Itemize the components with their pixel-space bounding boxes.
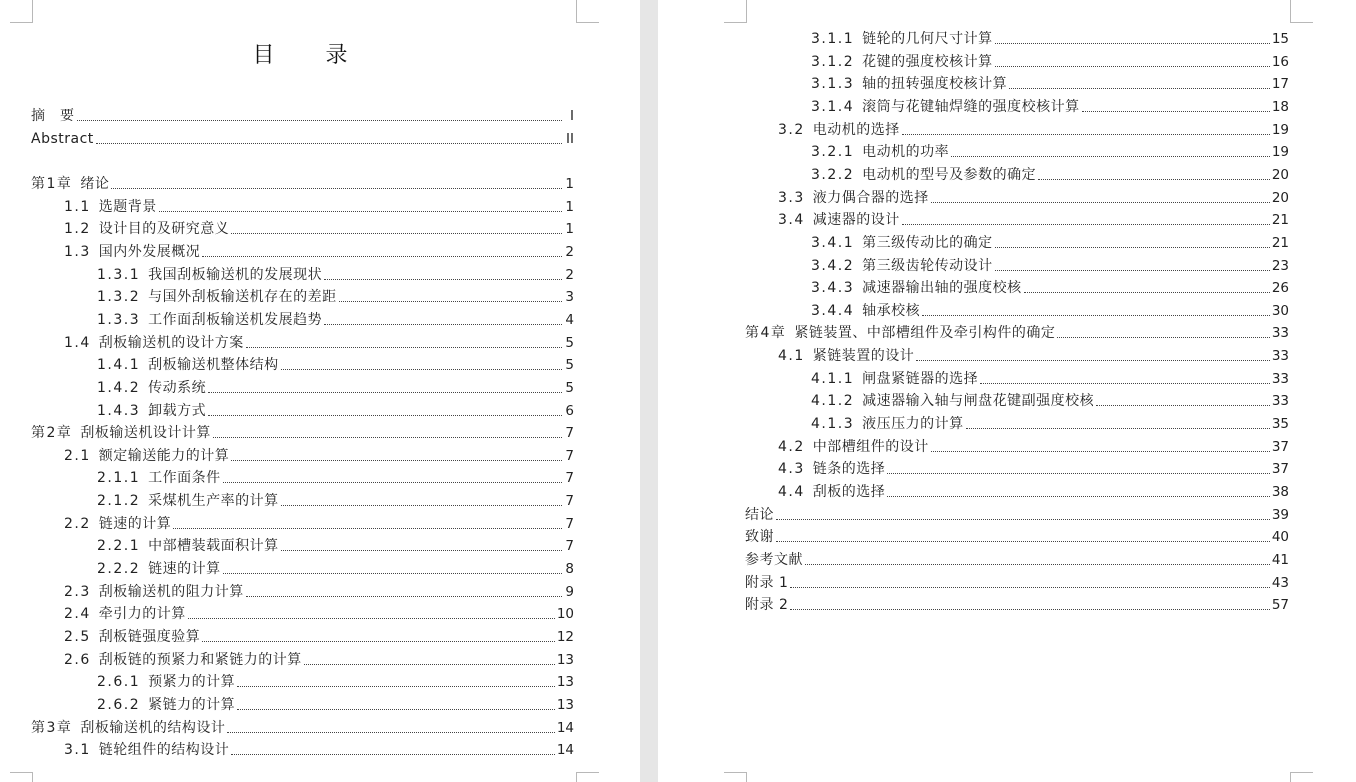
toc-entry[interactable] [64,579,574,601]
dot-leader [790,609,1269,610]
toc-entry-page-number: 13 [556,696,574,713]
toc-entry[interactable] [64,511,574,533]
toc-entry[interactable] [811,49,1289,71]
toc-entry[interactable] [64,216,574,238]
toc-entry-title: 链条的选择 [812,461,886,478]
toc-entry[interactable] [31,126,574,148]
toc-title: 目 录 [252,43,370,68]
page-corner-mark [576,0,599,23]
toc-entry[interactable] [745,592,1289,614]
toc-entry-title: 轴承校核 [862,302,921,319]
toc-entry-page-number: 2 [565,243,574,260]
toc-entry-number: 第4章 [745,325,787,342]
dot-leader [208,392,562,393]
toc-entry-title: 中部槽组件的设计 [812,438,929,455]
toc-entry-page-number: 7 [565,515,574,532]
toc-entry[interactable] [811,94,1289,116]
page-corner-mark [724,772,747,782]
toc-entry-title: 中部槽装载面积计算 [148,538,279,555]
toc-entry-number: 第3章 [31,719,73,736]
toc-entry-page-number: 19 [1271,144,1289,161]
toc-entry-number: 3.2 [778,121,805,138]
toc-entry[interactable] [811,388,1289,410]
toc-entry-page-number: 20 [1271,166,1289,183]
toc-entry-page-number: 33 [1271,325,1289,342]
toc-entry[interactable] [64,443,574,465]
dot-leader [304,664,555,665]
toc-entry-number: 2.3 [64,583,91,600]
toc-entry-title: 减速器的设计 [812,212,900,229]
dot-leader [231,460,562,461]
toc-entry[interactable] [811,366,1289,388]
dot-leader [96,143,562,144]
dot-leader [776,541,1270,542]
dot-leader [995,270,1270,271]
toc-entry-number: 2.4 [64,606,91,623]
dot-leader [237,686,555,687]
toc-entry-page-number: 4 [565,311,574,328]
toc-entry-page-number: 7 [565,447,574,464]
toc-entry-title: 与国外刮板输送机存在的差距 [148,289,337,306]
dot-leader [887,496,1270,497]
toc-entry-number: 4.1 [778,348,805,365]
toc-entry-number: 4.4 [778,484,805,500]
toc-entry[interactable] [811,298,1289,320]
toc-entry[interactable] [97,398,574,420]
toc-entry-page-number: 18 [1271,98,1289,115]
page-corner-mark [724,0,747,23]
toc-entry-page-number: 37 [1271,461,1289,478]
dot-leader [188,618,555,619]
dot-leader [902,224,1270,225]
dot-leader [1057,337,1269,338]
toc-entry[interactable] [778,207,1289,229]
toc-entry-title: 紧链装置、中部槽组件及牵引构件的确定 [794,325,1056,342]
toc-entry-page-number: 33 [1271,393,1289,410]
toc-entry[interactable] [97,307,574,329]
toc-entry-page-number: 12 [556,629,574,645]
toc-entry-title: 闸盘紧链器的选择 [862,370,979,387]
toc-entry-number: 1.1 [64,198,91,215]
toc-entry-title: 附录 1 [745,574,789,591]
toc-entry-number: 1.3 [64,243,91,260]
toc-entry[interactable] [745,320,1289,342]
toc-entry[interactable] [745,547,1289,569]
page-corner-mark [576,772,599,782]
dot-leader [208,415,562,416]
toc-entry[interactable] [97,692,574,714]
toc-entry[interactable] [97,669,574,691]
toc-entry[interactable] [31,171,574,193]
toc-entry-title: 刮板输送机的阻力计算 [98,583,244,600]
document-page-right [658,0,1356,782]
dot-leader [922,315,1270,316]
toc-entry-number: 3.1.1 [811,31,855,47]
toc-entry-page-number: 10 [556,606,574,623]
toc-entry-title: 绪论 [80,176,110,192]
toc-entry[interactable] [778,185,1289,207]
toc-entry-page-number: 2 [565,266,574,283]
dot-leader [246,347,562,348]
toc-entry-number: 2.6.2 [97,696,141,713]
toc-entry-number: 2.1.1 [97,470,141,487]
toc-entry-page-number: 6 [565,402,574,419]
toc-entry-number: 4.3 [778,461,805,478]
toc-entry-page-number: 7 [565,425,574,442]
toc-entry-page-number: 43 [1271,574,1289,591]
toc-entry-number: 3.2.1 [811,144,855,161]
toc-entry[interactable] [97,352,574,374]
dot-leader [1009,88,1270,89]
toc-entry-page-number: 37 [1271,438,1289,455]
toc-entry[interactable] [811,253,1289,275]
toc-entry-number: 1.3.3 [97,311,141,328]
toc-entry-page-number: 7 [565,470,574,487]
toc-entry-page-number: 13 [556,674,574,691]
toc-entry-number: 1.4 [64,334,91,351]
toc-entry-page-number: 38 [1271,484,1289,500]
dot-leader [980,383,1270,384]
toc-entry[interactable] [745,502,1289,524]
dot-leader [159,211,562,212]
toc-entry[interactable] [97,488,574,510]
toc-entry-title: 工作面刮板输送机发展趋势 [148,311,323,328]
dot-leader [281,369,562,370]
toc-entry-number: 2.1 [64,447,91,464]
toc-entry-title: 设计目的及研究意义 [98,221,230,238]
toc-entry-page-number: 9 [565,583,574,600]
toc-entry-title: 我国刮板输送机的发展现状 [148,266,323,283]
dot-leader [231,754,555,755]
dot-leader [202,256,562,257]
toc-entry-title: 第三级齿轮传动设计 [862,257,993,274]
toc-entry[interactable] [778,479,1289,501]
toc-entry[interactable] [97,465,574,487]
toc-entry-page-number: 30 [1271,302,1289,319]
toc-entry-page-number: 35 [1271,416,1289,433]
toc-entry-page-number: 33 [1271,370,1289,387]
page-corner-mark [10,772,33,782]
toc-entry-number: 1.2 [64,221,91,238]
toc-entry-number: 3.4.2 [811,257,855,274]
toc-entry-number: 2.2 [64,515,91,532]
toc-entry-number: 3.4.4 [811,302,855,319]
dot-leader [339,301,562,302]
toc-entry-number: 1.3.2 [97,289,141,306]
toc-entry-title: 摘 要 [31,108,75,124]
dot-leader [995,247,1270,248]
toc-entry-page-number: 5 [565,379,574,396]
toc-entry[interactable] [778,117,1289,139]
toc-entry-title: 传动系统 [148,379,207,396]
dot-leader [805,564,1270,565]
toc-entry-title: 刮板输送机设计计算 [80,425,211,442]
toc-entry-title: 链轮的几何尺寸计算 [862,31,993,47]
dot-leader [324,324,562,325]
toc-entry-title: 轴的扭转强度校核计算 [862,76,1008,93]
toc-entry-number: 3.4 [778,212,805,229]
toc-entry-page-number: 17 [1271,76,1289,93]
toc-entry-title: 选题背景 [98,198,157,215]
toc-entry-title: 刮板链强度验算 [98,629,201,645]
toc-entry-page-number: 20 [1271,189,1289,206]
toc-entry-title: 链轮组件的结构设计 [98,742,230,759]
toc-entry[interactable] [97,262,574,284]
dot-leader [281,505,562,506]
dot-leader [995,66,1270,67]
toc-entry-number: 4.2 [778,438,805,455]
dot-leader [227,732,554,733]
toc-entry-number: 2.2.2 [97,561,141,578]
toc-entry-page-number: 14 [556,719,574,736]
toc-entry-page-number: 57 [1271,597,1289,614]
page-corner-mark [1290,0,1313,23]
toc-entry[interactable] [778,343,1289,365]
toc-entry-title: Abstract [31,131,94,147]
dot-leader [931,451,1270,452]
toc-entry[interactable] [97,284,574,306]
toc-entry-title: 紧链力的计算 [148,696,236,713]
toc-entry-number: 1.4.2 [97,379,141,396]
toc-entry-number: 3.1.4 [811,98,855,115]
toc-entry-page-number: 21 [1271,212,1289,229]
toc-entry-title: 采煤机生产率的计算 [148,493,279,510]
toc-entry-number: 2.6 [64,651,91,668]
toc-entry-number: 第2章 [31,425,73,442]
dot-leader [887,473,1270,474]
dot-leader [223,482,562,483]
toc-entry-page-number: 19 [1271,121,1289,138]
toc-entry-title: 国内外发展概况 [98,243,201,260]
toc-entry-number: 1.3.1 [97,266,141,283]
dot-leader [951,156,1270,157]
toc-entry[interactable] [64,194,574,216]
toc-entry-title: 链速的计算 [98,515,172,532]
toc-entry[interactable] [64,239,574,261]
toc-entry-page-number: 1 [565,176,574,192]
toc-entry[interactable] [64,330,574,352]
toc-entry-page-number: 33 [1271,348,1289,365]
toc-entry[interactable] [64,737,574,759]
toc-entry[interactable] [811,275,1289,297]
toc-entry-number: 2.1.2 [97,493,141,510]
toc-entry-page-number: 41 [1271,551,1289,568]
toc-entry-page-number: 1 [565,198,574,215]
toc-entry-title: 额定输送能力的计算 [98,447,230,464]
toc-entry-title: 减速器输出轴的强度校核 [862,280,1022,297]
toc-entry-page-number: 14 [556,742,574,759]
toc-entry-number: 3.3 [778,189,805,206]
toc-entry-number: 1.4.3 [97,402,141,419]
toc-entry-title: 滚筒与花键轴焊缝的强度校核计算 [862,98,1080,115]
page-corner-mark [10,0,33,23]
toc-entry[interactable] [778,434,1289,456]
toc-entry-title: 刮板输送机的结构设计 [80,719,226,736]
toc-entry-page-number: 16 [1271,53,1289,70]
toc-entry-number: 4.1.1 [811,370,855,387]
toc-entry[interactable] [64,601,574,623]
toc-entry[interactable] [811,139,1289,161]
toc-entry-title: 刮板的选择 [812,484,886,500]
toc-entry-title: 刮板链的预紧力和紧链力的计算 [98,651,302,668]
toc-entry[interactable] [97,533,574,555]
dot-leader [1024,292,1270,293]
dot-leader [231,233,562,234]
toc-entry-title: 链速的计算 [148,561,221,578]
dot-leader [202,641,555,642]
toc-entry-title: 卸载方式 [148,402,207,419]
dot-leader [223,573,562,574]
toc-entry-number: 3.4.1 [811,234,855,251]
toc-entry-number: 3.1.3 [811,76,855,93]
toc-entry-page-number: 1 [565,221,574,238]
toc-entry-number: 2.6.1 [97,674,141,691]
toc-entry[interactable] [64,647,574,669]
toc-entry-page-number: 26 [1271,280,1289,297]
toc-entry-title: 减速器输入轴与闸盘花键副强度校核 [862,393,1095,410]
toc-entry-page-number: 8 [565,561,574,578]
toc-entry-title: 液力偶合器的选择 [812,189,929,206]
toc-entry-number: 1.4.1 [97,357,141,374]
page-corner-mark [1290,772,1313,782]
toc-entry[interactable] [97,375,574,397]
toc-entry[interactable] [811,411,1289,433]
toc-entry-page-number: 3 [565,289,574,306]
toc-entry-page-number: 23 [1271,257,1289,274]
dot-leader [281,550,562,551]
document-page-left [0,0,640,782]
dot-leader [237,709,555,710]
dot-leader [1082,111,1270,112]
toc-entry[interactable] [745,570,1289,592]
toc-entry[interactable] [811,230,1289,252]
toc-entry-page-number: 13 [556,651,574,668]
dot-leader [246,596,562,597]
toc-entry-title: 电动机的型号及参数的确定 [862,166,1037,183]
toc-entry-page-number: 7 [565,538,574,555]
toc-entry-page-number: I [570,108,574,124]
dot-leader [77,120,563,121]
dot-leader [173,528,562,529]
toc-entry-number: 3.2.2 [811,166,855,183]
toc-entry[interactable] [778,456,1289,478]
dot-leader [966,428,1270,429]
toc-entry-title: 附录 2 [745,597,789,614]
toc-entry-page-number: 5 [565,357,574,374]
toc-entry-page-number: 40 [1271,529,1289,546]
dot-leader [995,43,1270,44]
toc-entry-number: 4.1.3 [811,416,855,433]
toc-entry[interactable] [31,103,574,125]
toc-entry-number: 4.1.2 [811,393,855,410]
toc-entry-title: 电动机的选择 [812,121,900,138]
toc-entry-page-number: 21 [1271,234,1289,251]
toc-entry[interactable] [745,524,1289,546]
toc-entry-title: 预紧力的计算 [148,674,236,691]
toc-entry-title: 第三级传动比的确定 [862,234,993,251]
toc-entry-title: 结论 [745,506,774,523]
toc-entry-number: 3.4.3 [811,280,855,297]
toc-entry-page-number: 15 [1271,31,1289,47]
toc-entry-number: 3.1.2 [811,53,855,70]
dot-leader [1038,179,1270,180]
toc-entry[interactable] [31,420,574,442]
toc-entry-title: 工作面条件 [148,470,221,487]
dot-leader [902,134,1270,135]
toc-entry[interactable] [97,556,574,578]
toc-entry-title: 花键的强度校核计算 [862,53,993,70]
toc-entry-page-number: 7 [565,493,574,510]
dot-leader [916,360,1270,361]
dot-leader [1096,405,1270,406]
toc-entry-title: 电动机的功率 [862,144,950,161]
toc-entry-number: 2.2.1 [97,538,141,555]
toc-entry-title: 参考文献 [745,551,803,568]
toc-entry-number: 第1章 [31,176,73,192]
dot-leader [931,202,1270,203]
toc-entry-number: 2.5 [64,629,91,645]
toc-entry-title: 刮板输送机的设计方案 [98,334,244,351]
toc-entry-title: 牵引力的计算 [98,606,186,623]
dot-leader [790,587,1269,588]
dot-leader [111,188,562,189]
toc-entry[interactable] [31,715,574,737]
toc-entry-number: 3.1 [64,742,91,759]
toc-entry-title: 刮板输送机整体结构 [148,357,279,374]
toc-entry-title: 液压压力的计算 [862,416,964,433]
toc-entry-page-number: II [566,131,574,147]
toc-entry[interactable] [811,71,1289,93]
toc-entry-page-number: 5 [565,334,574,351]
dot-leader [776,519,1270,520]
toc-entry[interactable] [811,26,1289,48]
toc-entry-title: 致谢 [745,529,774,546]
toc-entry[interactable] [811,162,1289,184]
dot-leader [324,279,562,280]
toc-entry-title: 紧链装置的设计 [812,348,915,365]
toc-entry-page-number: 39 [1271,506,1289,523]
dot-leader [213,437,562,438]
toc-entry[interactable] [64,624,574,646]
